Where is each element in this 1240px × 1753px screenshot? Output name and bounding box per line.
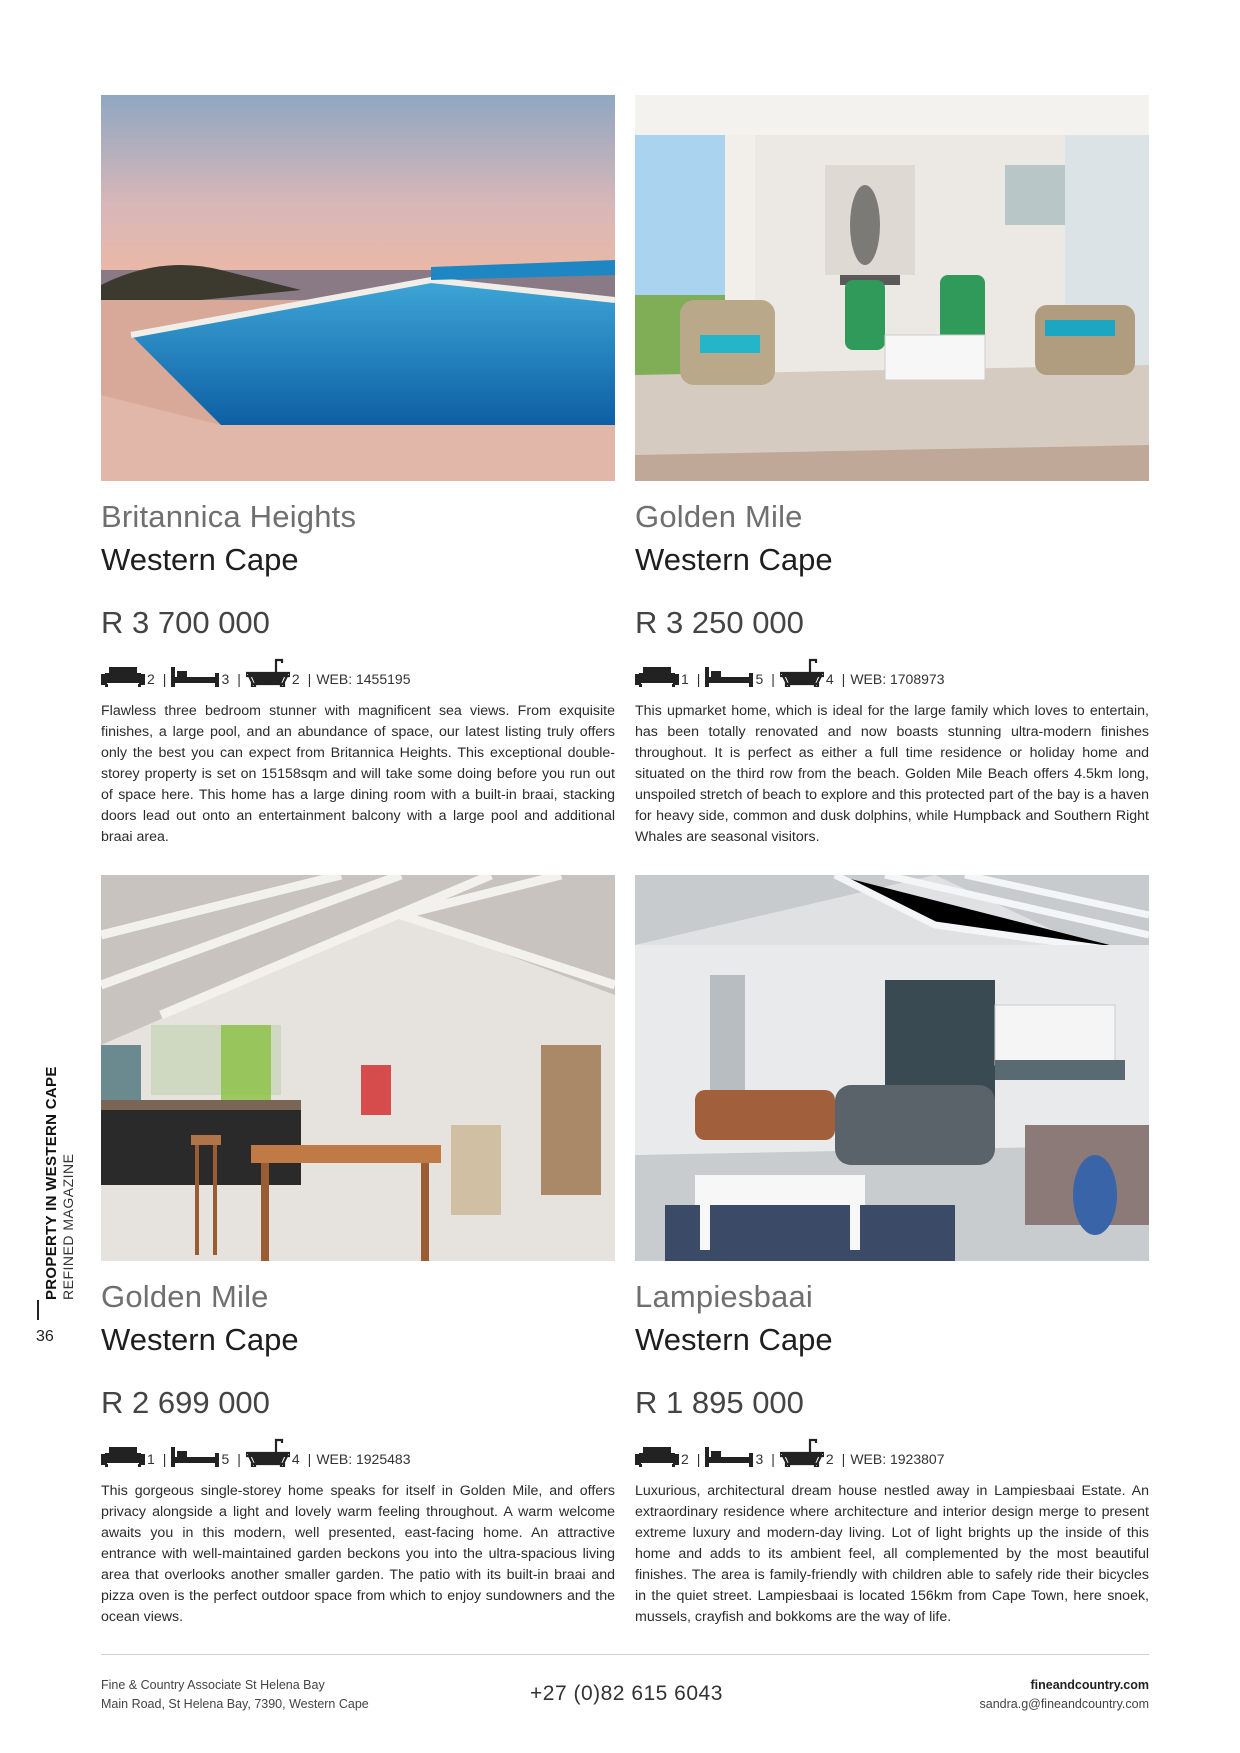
listing-title: Golden Mile [101,1279,269,1314]
web-reference: WEB: 1923807 [850,1451,945,1467]
footer-contact-block [980,1676,1150,1714]
web-reference: WEB: 1925483 [316,1451,411,1467]
listing-card [635,95,1149,848]
lounges-count: 1 [147,1451,155,1467]
agency-address: Main Road, St Helena Bay, 7390, Western Cape [101,1697,369,1711]
property-photo [101,875,615,1261]
listing-price: R 3 700 000 [101,605,270,640]
sofa-icon [635,665,679,687]
bath-icon [246,657,290,687]
property-photo [101,95,615,481]
bedrooms-count: 3 [221,671,230,687]
bed-icon [705,665,753,687]
listing-title: Lampiesbaai [635,1279,813,1314]
patio-photo [635,95,1149,481]
bathrooms-count: 4 [291,1451,300,1467]
footer-divider [101,1654,1149,1655]
listing-description: This upmarket home, which is ideal for the large family which loves to entertain, has been totally renovated and now boasts stunning ultra-modern finishes throughout. It is perfect as either a full time residence or holiday home and situated on the third row from the beach. Golden Mile Beach offers 4.5km long, unspoiled stretch of beach to explore and this protected part of the bay is a haven for heavy side, common and dusk dolphins, while Humpback and Southern Right Whales are seasonal visitors. [635,703,1149,845]
listing-price: R 3 250 000 [635,605,804,640]
bath-icon [780,657,824,687]
kitchen-dining-photo [101,875,615,1261]
section-title: PROPERTY IN WESTERN CAPE [43,1066,60,1300]
listing-description: Flawless three bedroom stunner with magnificent sea views. From exquisite finishes, a large pool, and an abundance of space, our latest listing truly offers only the best you can expect from Britannica Heights. This exceptional double-storey property is set on 15158sqm and will take some doing before you run out of space here. This home has a large dining room with a built-in braai, stacking doors lead out onto an entertainment balcony with a large pool and additional braai area. [101,703,615,845]
lounges-count: 2 [681,1451,689,1467]
listing-title: Britannica Heights [101,499,357,534]
listing-specs: 1 | 5 | 4 | WEB: 1925483 [101,1437,615,1467]
bedrooms-count: 5 [755,671,764,687]
bath-icon [246,1437,290,1467]
bedrooms-count: 3 [755,1451,764,1467]
listing-description: This gorgeous single-storey home speaks for itself in Golden Mile, and offers privacy alongside a light and lovely warm feeling throughout. A warm welcome awaits you in this modern, well presented, east-facing home. An attractive entrance with well-maintained garden beckons you into the ultra-spacious living area that overlooks another smaller garden. The patio with its built-in braai and pizza oven is the perfect outdoor space from which to enjoy sundowners and the ocean views. [101,1483,615,1625]
listing-card [101,95,615,848]
listing-title: Golden Mile [635,499,803,534]
listing-specs: 2 | 3 | 2 | WEB: 1455195 [101,657,615,687]
lounges-count: 2 [147,671,155,687]
bedrooms-count: 5 [221,1451,230,1467]
page-number: 36 [36,1328,54,1345]
listing-price: R 2 699 000 [101,1385,270,1420]
pool-sunset-photo [101,95,615,481]
bed-icon [705,1445,753,1467]
listing-description: Luxurious, architectural dream house nestled away in Lampiesbaai Estate. An extraordinary residence where architecture and interior design merge to present extreme luxury and modern-day living. Lot of light brights up the inside of this home and adds to its ambient feel, all complemented by the most beautiful finishes. The area is family-friendly with children able to safely ride their bicycles in the quiet street. Lampiesbaai is located 156km from Cape Town, here snoek, mussels, crayfish and bokkoms are the way of life. [635,1483,1149,1625]
listing-specs: 1 | 5 | 4 | WEB: 1708973 [635,657,1149,687]
sofa-icon [101,665,145,687]
bathrooms-count: 2 [825,1451,834,1467]
listing-region: Western Cape [101,542,299,577]
agency-name: Fine & Country Associate St Helena Bay [101,1678,325,1692]
property-photo [635,95,1149,481]
listing-price: R 1 895 000 [635,1385,804,1420]
bed-icon [171,1445,219,1467]
agency-phone: +27 (0)82 615 6043 [530,1682,723,1705]
lounges-count: 1 [681,671,689,687]
sidebar-divider [37,1300,39,1320]
listing-region: Western Cape [635,542,833,577]
listing-specs: 2 | 3 | 2 | WEB: 1923807 [635,1437,1149,1467]
web-reference: WEB: 1708973 [850,671,945,687]
listing-card [635,875,1149,1628]
bath-icon [780,1437,824,1467]
website-link[interactable]: fineandcountry.com [1030,1678,1149,1692]
property-photo [635,875,1149,1261]
email-link[interactable]: sandra.g@fineandcountry.com [979,1697,1149,1711]
listing-region: Western Cape [101,1322,299,1357]
footer-agency-block [101,1676,369,1714]
living-room-photo [635,875,1149,1261]
bed-icon [171,665,219,687]
sofa-icon [101,1445,145,1467]
sidebar-section-label [44,1066,76,1300]
magazine-name: REFINED MAGAZINE [60,1153,76,1300]
listing-region: Western Cape [635,1322,833,1357]
bathrooms-count: 4 [825,671,834,687]
web-reference: WEB: 1455195 [316,671,411,687]
listing-card [101,875,615,1628]
sofa-icon [635,1445,679,1467]
bathrooms-count: 2 [291,671,300,687]
